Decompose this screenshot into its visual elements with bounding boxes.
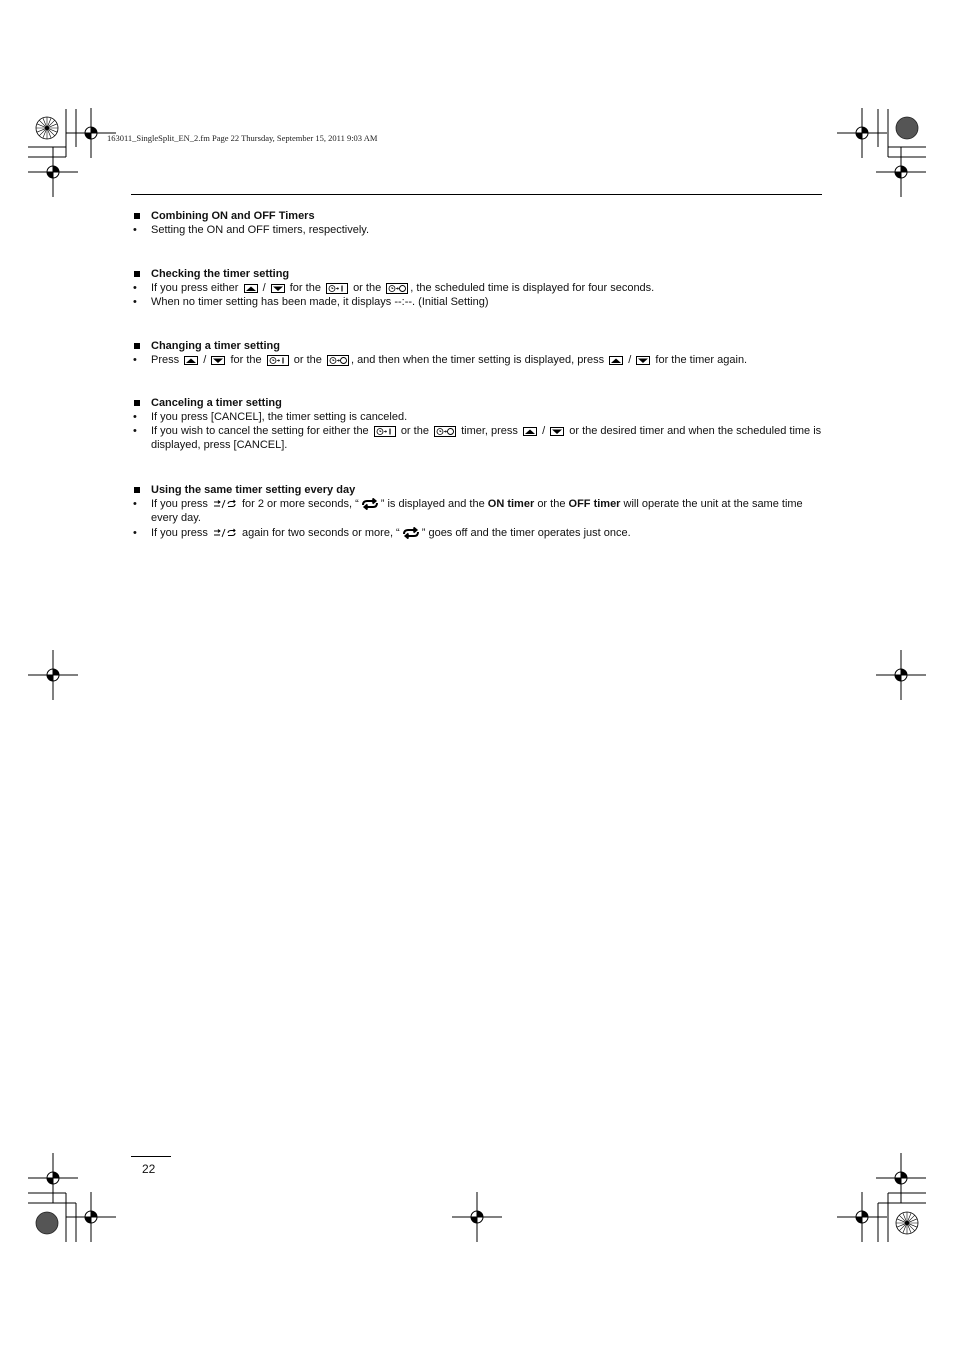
section-changing-timer (133, 339, 823, 367)
section-title: Using the same timer setting every day (151, 484, 356, 496)
section-square-icon (134, 213, 140, 219)
list-item: • Press / for the or the , and then when the timer setting is displayed, press / for the timer again. (133, 354, 748, 366)
off-timer-icon (327, 355, 349, 366)
header-rule (131, 194, 822, 195)
section-canceling-timer (133, 396, 823, 452)
list-item: • Setting the ON and OFF timers, respectively. (133, 224, 370, 236)
up-button-icon (244, 284, 258, 293)
bullet: • (133, 411, 137, 423)
on-timer-icon (326, 283, 348, 294)
section-square-icon (134, 487, 140, 493)
bullet: • (133, 354, 137, 366)
bullet: • (133, 224, 137, 236)
off-timer-icon (434, 426, 456, 437)
section-checking-timer (133, 267, 823, 309)
repeat-symbol-icon (402, 527, 420, 539)
bullet: • (133, 282, 137, 294)
list-item: • When no timer setting has been made, it displays --:--. (Initial Setting) (133, 296, 489, 308)
list-item: • If you press [CANCEL], the timer setting is canceled. (133, 411, 408, 423)
list-item: • If you press for 2 or more seconds, “ ” is displayed and the ON timer or the OFF timer will operate the unit at the same time every day. (133, 498, 803, 524)
repeat-symbol-icon (361, 498, 379, 510)
section-square-icon (134, 400, 140, 406)
page-number: 22 (142, 1162, 156, 1176)
repeat-button-icon (213, 499, 237, 509)
up-button-icon (609, 356, 623, 365)
file-info-header: 163011_SingleSplit_EN_2.fm Page 22 Thursday, September 15, 2011 9:03 AM (107, 133, 378, 143)
down-button-icon (211, 356, 225, 365)
bullet: • (133, 498, 137, 510)
on-timer-icon (267, 355, 289, 366)
up-button-icon (184, 356, 198, 365)
list-item: • If you press either / for the or the , the scheduled time is displayed for four seconds. (133, 282, 655, 294)
page-number-rule (131, 1156, 171, 1157)
section-same-timer-every-day (133, 483, 823, 540)
section-combining-timers (133, 209, 823, 237)
on-timer-icon (374, 426, 396, 437)
down-button-icon (636, 356, 650, 365)
bullet: • (133, 296, 137, 308)
section-title: Changing a timer setting (151, 340, 280, 352)
down-button-icon (550, 427, 564, 436)
section-square-icon (134, 343, 140, 349)
off-timer-icon (386, 283, 408, 294)
section-title: Canceling a timer setting (151, 397, 282, 409)
list-item: • If you press again for two seconds or more, “ ” goes off and the timer operates just once. (133, 527, 631, 539)
section-title: Combining ON and OFF Timers (151, 210, 315, 222)
down-button-icon (271, 284, 285, 293)
repeat-button-icon (213, 528, 237, 538)
section-square-icon (134, 271, 140, 277)
list-item: • If you wish to cancel the setting for either the or the timer, press / or the desired timer and when the scheduled time is displayed, press [CANCEL]. (133, 425, 822, 451)
bullet: • (133, 425, 137, 437)
up-button-icon (523, 427, 537, 436)
bullet: • (133, 527, 137, 539)
section-title: Checking the timer setting (151, 268, 290, 280)
